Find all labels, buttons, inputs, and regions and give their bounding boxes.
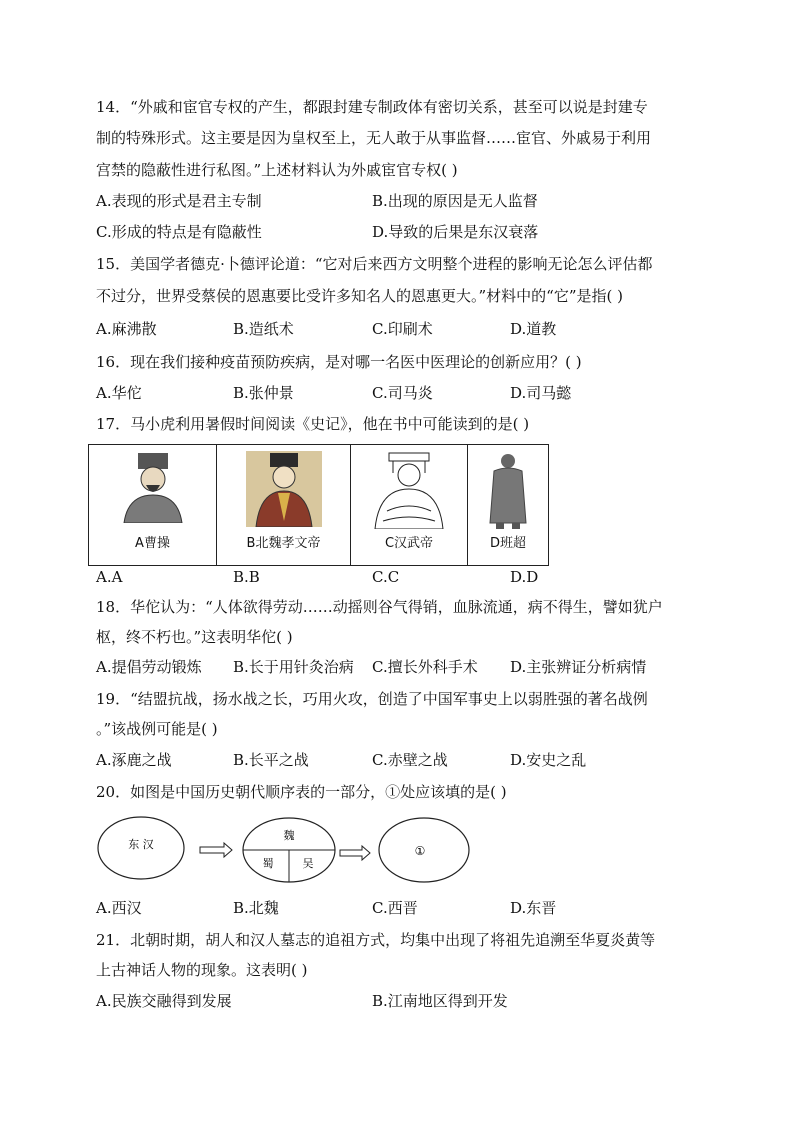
portrait-cell-d xyxy=(468,445,548,565)
q19-stem-line1: 19．“结盟抗战，扬水战之长，巧用火攻，创造了中国军事史上以弱胜强的著名战例 xyxy=(96,690,648,708)
dynasty-sequence-diagram xyxy=(96,812,476,888)
q15-option-c: C.印刷术 xyxy=(372,320,433,338)
q15-option-a: A.麻沸散 xyxy=(96,320,157,338)
portrait-cell-a xyxy=(89,445,217,565)
q21-option-b: B.江南地区得到开发 xyxy=(372,992,508,1010)
q20-stem: 20．如图是中国历史朝代顺序表的一部分，①处应该填的是( ) xyxy=(96,783,507,801)
arrow-1-icon xyxy=(200,843,232,857)
q16-option-d: D.司马懿 xyxy=(510,384,572,402)
eastern-han-label: 东 汉 xyxy=(128,838,154,851)
q16-option-a: A.华佗 xyxy=(96,384,142,402)
q15-stem-line2: 不过分，世界受蔡侯的恩惠要比受许多知名人的恩惠更大。”材料中的“它”是指( ) xyxy=(96,287,623,305)
ban-chao-figure-icon xyxy=(478,451,538,531)
q17-stem: 17．马小虎利用暑假时间阅读《史记》，他在书中可能读到的是( ) xyxy=(96,415,530,433)
q17-option-c: C.C xyxy=(372,568,400,586)
q16-stem: 16．现在我们接种疫苗预防疾病，是对哪一名医中医理论的创新应用？( ) xyxy=(96,353,582,371)
caption-c: C汉武帝 xyxy=(384,536,434,551)
han-wudi-portrait-icon xyxy=(371,451,447,529)
emperor-xiaowen-portrait-icon xyxy=(246,451,322,527)
wei-label: 魏 xyxy=(283,829,295,842)
portrait-cell-c xyxy=(351,445,468,565)
q20-option-d: D.东晋 xyxy=(510,899,557,917)
q14-option-c: C.形成的特点是有隐蔽性 xyxy=(96,223,262,241)
q21-stem-line1: 21．北朝时期，胡人和汉人墓志的追祖方式，均集中出现了将祖先追溯至华夏炎黄等 xyxy=(96,931,656,949)
q14-option-a: A.表现的形式是君主专制 xyxy=(96,192,262,210)
q20-option-b: B.北魏 xyxy=(233,899,279,917)
q19-option-b: B.长平之战 xyxy=(233,751,309,769)
q20-option-c: C.西晋 xyxy=(372,899,418,917)
q21-stem-line2: 上古神话人物的现象。这表明( ) xyxy=(96,961,308,979)
q17-option-a: A.A xyxy=(96,568,123,586)
q21-option-a: A.民族交融得到发展 xyxy=(96,992,232,1010)
q14-stem-line1: 14．“外戚和宦官专权的产生，都跟封建专制政体有密切关系，甚至可以说是封建专 xyxy=(96,98,648,116)
q18-option-a: A.提倡劳动锻炼 xyxy=(96,658,202,676)
q15-option-d: D.道教 xyxy=(510,320,557,338)
q18-option-d: D.主张辨证分析病情 xyxy=(510,658,647,676)
q18-option-c: C.擅长外科手术 xyxy=(372,658,478,676)
q17-option-d: D.D xyxy=(510,568,539,586)
q14-option-d: D.导致的后果是东汉衰落 xyxy=(372,223,539,241)
q20-option-a: A.西汉 xyxy=(96,899,142,917)
q19-option-a: A.涿鹿之战 xyxy=(96,751,172,769)
q18-option-b: B.长于用针灸治病 xyxy=(233,658,354,676)
q18-stem-line1: 18．华佗认为：“人体欲得劳动……动摇则谷气得销，血脉流通，病不得生，譬如犹户 xyxy=(96,598,663,616)
q19-stem-line2: 。”该战例可能是( ) xyxy=(96,720,218,738)
portrait-cell-b xyxy=(217,445,351,565)
caption-a: A曹操 xyxy=(135,536,170,551)
q19-option-c: C.赤壁之战 xyxy=(372,751,448,769)
q17-option-b: B.B xyxy=(233,568,260,586)
portrait-table xyxy=(88,444,549,566)
q15-option-b: B.造纸术 xyxy=(233,320,294,338)
cao-cao-portrait-icon xyxy=(118,451,188,523)
q14-option-b: B.出现的原因是无人监督 xyxy=(372,192,538,210)
blank-marker-label: ① xyxy=(414,844,426,858)
q16-option-b: B.张仲景 xyxy=(233,384,294,402)
q18-stem-line2: 枢，终不朽也。”这表明华佗( ) xyxy=(96,628,293,646)
q19-option-d: D.安史之乱 xyxy=(510,751,587,769)
caption-b: B北魏孝文帝 xyxy=(246,536,321,551)
q14-stem-line3: 宫禁的隐蔽性进行私图。”上述材料认为外戚宦官专权( ) xyxy=(96,161,458,179)
wu-label: 吴 xyxy=(302,857,314,870)
caption-d: D班超 xyxy=(489,536,526,551)
shu-label: 蜀 xyxy=(262,857,274,870)
q15-stem-line1: 15．美国学者德克·卜德评论道：“它对后来西方文明整个进程的影响无论怎么评估都 xyxy=(96,255,653,273)
q14-stem-line2: 制的特殊形式。这主要是因为皇权至上，无人敢于从事监督……宦官、外戚易于利用 xyxy=(96,129,652,147)
q16-option-c: C.司马炎 xyxy=(372,384,433,402)
arrow-2-icon xyxy=(340,846,370,860)
